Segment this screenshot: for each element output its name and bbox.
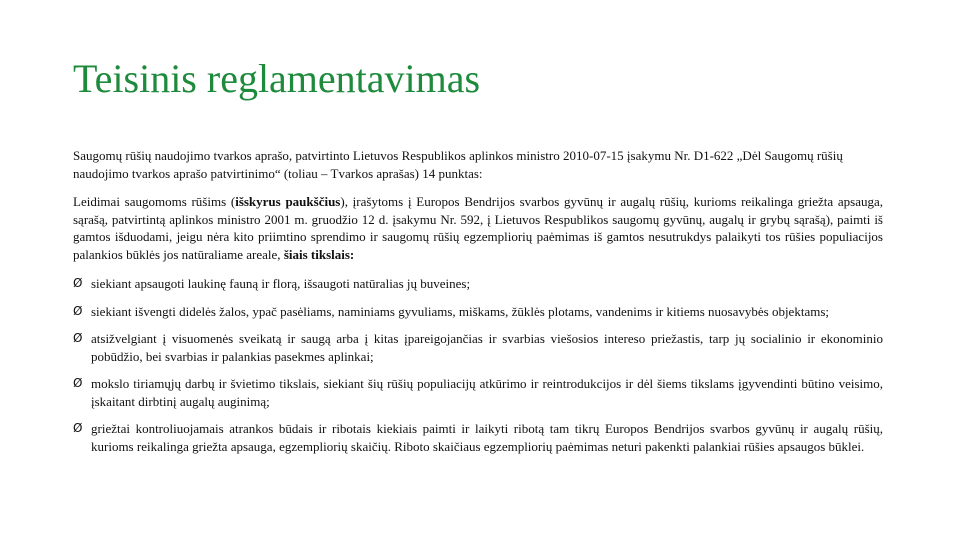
- list-item-text: atsižvelgiant į visuomenės sveikatą ir saugą arba į kitas įpareigojančias ir svarbias viešosios intereso priežastis, tarp jų socialinio ir ekonominio pobūdžio, bei svarbias ir palankias pasekmes aplinkai;: [91, 331, 883, 364]
- purpose-list: [73, 275, 883, 455]
- list-item-text: mokslo tiriamųjų darbų ir švietimo tikslais, siekiant šių rūšių populiacijų atkūrimo ir reintrodukcijos ir dėl šiems tikslams įgyvendinti būtino veisimo, įskaitant dirbtinį augalų auginimą;: [91, 376, 883, 409]
- list-item: [73, 330, 883, 365]
- page-title: Teisinis reglamentavimas: [73, 56, 481, 101]
- list-item-text: siekiant apsaugoti laukinę fauną ir florą, išsaugoti natūralias jų buveines;: [91, 276, 471, 291]
- arrow-bullet-icon: Ø: [73, 331, 83, 345]
- list-item-text: siekiant išvengti didelės žalos, ypač pasėliams, naminiams gyvuliams, miškams, žūklės plotams, vandenims ir kitiems nuosavybės objektams;: [91, 303, 829, 319]
- arrow-bullet-icon: Ø: [73, 303, 83, 318]
- permit-bold-purposes: šiais tikslais:: [283, 246, 355, 262]
- arrow-bullet-icon: Ø: [73, 376, 83, 390]
- permit-text-2: ), įrašytoms į Europos Bendrijos svarbos gyvūnų ir augalų rūšių, kurioms reikalinga griežta apsauga, sąrašą, patvirtintą aplinkos ministro 2001 m. gruodžio 12 d. įsakymu Nr. 592, į Lietuvos Respublikos saugomų gyvūnų, augalų ir grybų sąrašą), paimti iš gamtos išduodami, jeigu nėra kito priimtino sprendimo ir saugomų rūšių egzempliorių paėmimas iš gamtos nesutrukdys palaikyti tos rūšies populiacijos palankios būklės jos natūraliame areale,: [73, 194, 883, 262]
- slide-body: [73, 147, 883, 465]
- list-item: [73, 375, 883, 410]
- permit-paragraph: [73, 193, 883, 263]
- list-item: [73, 420, 883, 455]
- arrow-bullet-icon: Ø: [73, 276, 83, 290]
- list-item: [73, 275, 883, 293]
- list-item-text: griežtai kontroliuojamais atrankos būdais ir ribotais kiekiais paimti ir laikyti ribotą tam tikrų Europos Bendrijos svarbos gyvūnų ir augalų rūšių, kurioms reikalinga griežta apsauga, egzempliorių skaičių. Riboto skaičiaus egzempliorių paėmimas neturi pakenkti palankiai rūšies apsaugos būklei.: [91, 421, 883, 454]
- arrow-bullet-icon: Ø: [73, 421, 83, 435]
- intro-paragraph: Saugomų rūšių naudojimo tvarkos aprašo, patvirtinto Lietuvos Respublikos aplinkos ministro 2010-07-15 įsakymu Nr. D1-622 „Dėl Saugomų rūšių naudojimo tvarkos aprašo patvirtinimo“ (toliau – Tvarkos aprašas) 14 punktas:: [73, 148, 843, 181]
- list-item: [73, 303, 883, 321]
- permit-bold-exception: išskyrus paukščius: [235, 194, 341, 209]
- permit-text-1: Leidimai saugomoms rūšims (: [73, 194, 236, 209]
